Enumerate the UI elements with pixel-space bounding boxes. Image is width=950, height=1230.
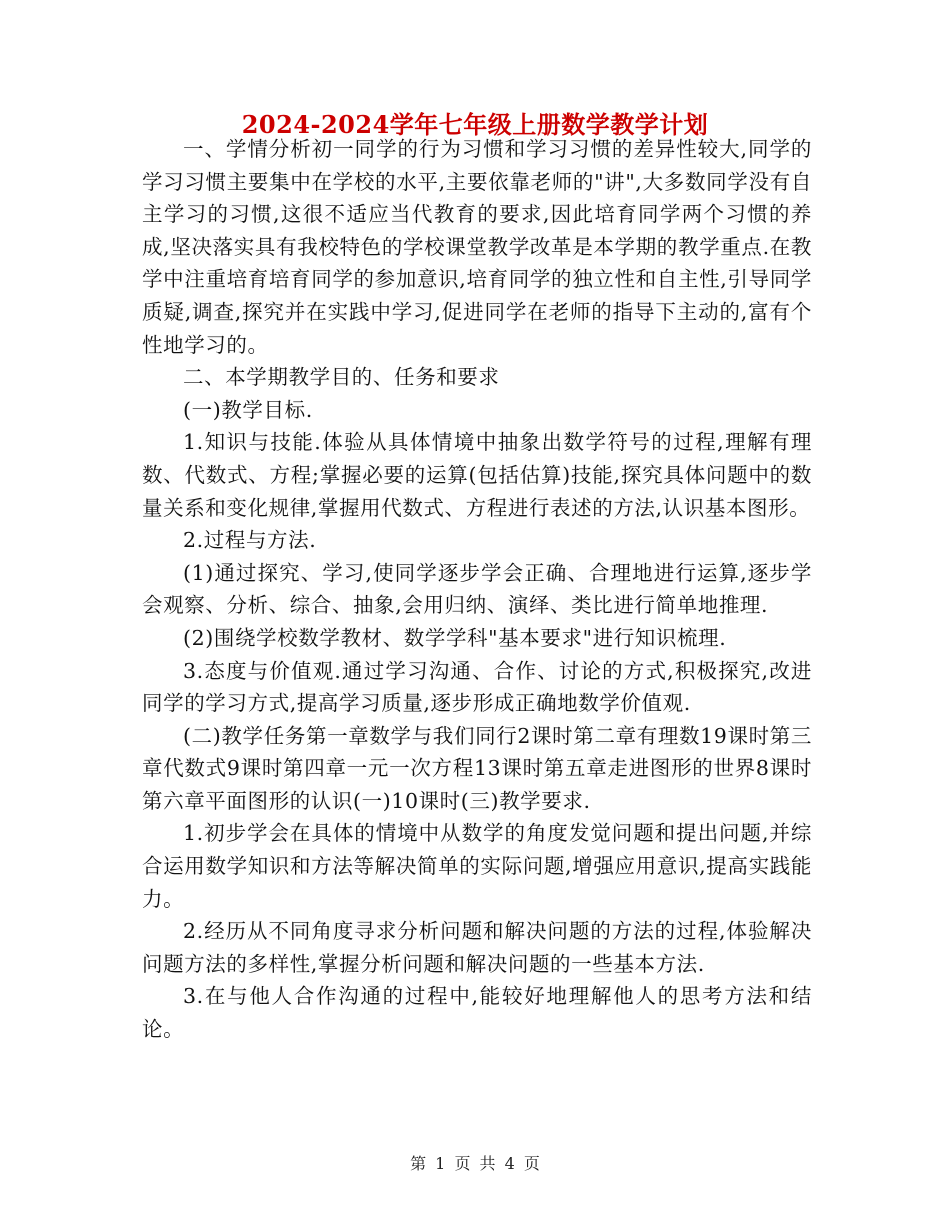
page-footer: 第 1 页 共 4 页 bbox=[410, 1154, 540, 1173]
paragraph-process-method-2: (2)围绕学校数学教材、数学学科"基本要求"进行知识梳理. bbox=[183, 625, 727, 650]
document-body bbox=[142, 133, 812, 1046]
paragraph-teaching-goals-heading: (一)教学目标. bbox=[183, 397, 313, 422]
paragraph-section-two-heading: 二、本学期教学目的、任务和要求 bbox=[183, 365, 500, 390]
paragraph-process-method-1: (1)通过探究、学习,使同学逐步学会正确、合理地进行运算,逐步学会观察、分析、综合、抽象,会用归纳、演绎、类比进行简单地推理. bbox=[142, 560, 812, 618]
paragraph-requirement-3: 3.在与他人合作沟通的过程中,能较好地理解他人的思考方法和结论。 bbox=[142, 984, 812, 1042]
paragraph-knowledge-skills: 1.知识与技能.体验从具体情境中抽象出数学符号的过程,理解有理数、代数式、方程;掌握必要的运算(包括估算)技能,探究具体问题中的数量关系和变化规律,掌握用代数式、方程进行表述的方法,认识基本图形。 bbox=[142, 430, 812, 520]
paragraph-process-method-heading: 2.过程与方法. bbox=[183, 528, 317, 553]
paragraph-learning-analysis: 一、学情分析初一同学的行为习惯和学习习惯的差异性较大,同学的学习习惯主要集中在学校的水平,主要依靠老师的"讲",大多数同学没有自主学习的习惯,这很不适应当代教育的要求,因此培育同学两个习惯的养成,坚决落实具有我校特色的学校课堂教学改革是本学期的教学重点.在教学中注重培育培育同学的参加意识,培育同学的独立性和自主性,引导同学质疑,调查,探究并在实践中学习,促进同学在老师的指导下主动的,富有个性地学习的。 bbox=[142, 137, 812, 357]
paragraph-attitude-values: 3.态度与价值观.通过学习沟通、合作、讨论的方式,积极探究,改进同学的学习方式,提高学习质量,逐步形成正确地数学价值观. bbox=[142, 658, 812, 716]
paragraph-requirement-1: 1.初步学会在具体的情境中从数学的角度发觉问题和提出问题,并综合运用数学知识和方法等解决简单的实际问题,增强应用意识,提高实践能力。 bbox=[142, 821, 812, 911]
paragraph-teaching-tasks: (二)教学任务第一章数学与我们同行2课时第二章有理数19课时第三章代数式9课时第四章一元一次方程13课时第五章走进图形的世界8课时第六章平面图形的认识(一)10课时(三)教学要求. bbox=[142, 723, 813, 813]
document-title: 2024-2024学年七年级上册数学教学计划 bbox=[241, 110, 709, 139]
paragraph-requirement-2: 2.经历从不同角度寻求分析问题和解决问题的方法的过程,体验解决问题方法的多样性,掌握分析问题和解决问题的一些基本方法. bbox=[142, 919, 812, 976]
